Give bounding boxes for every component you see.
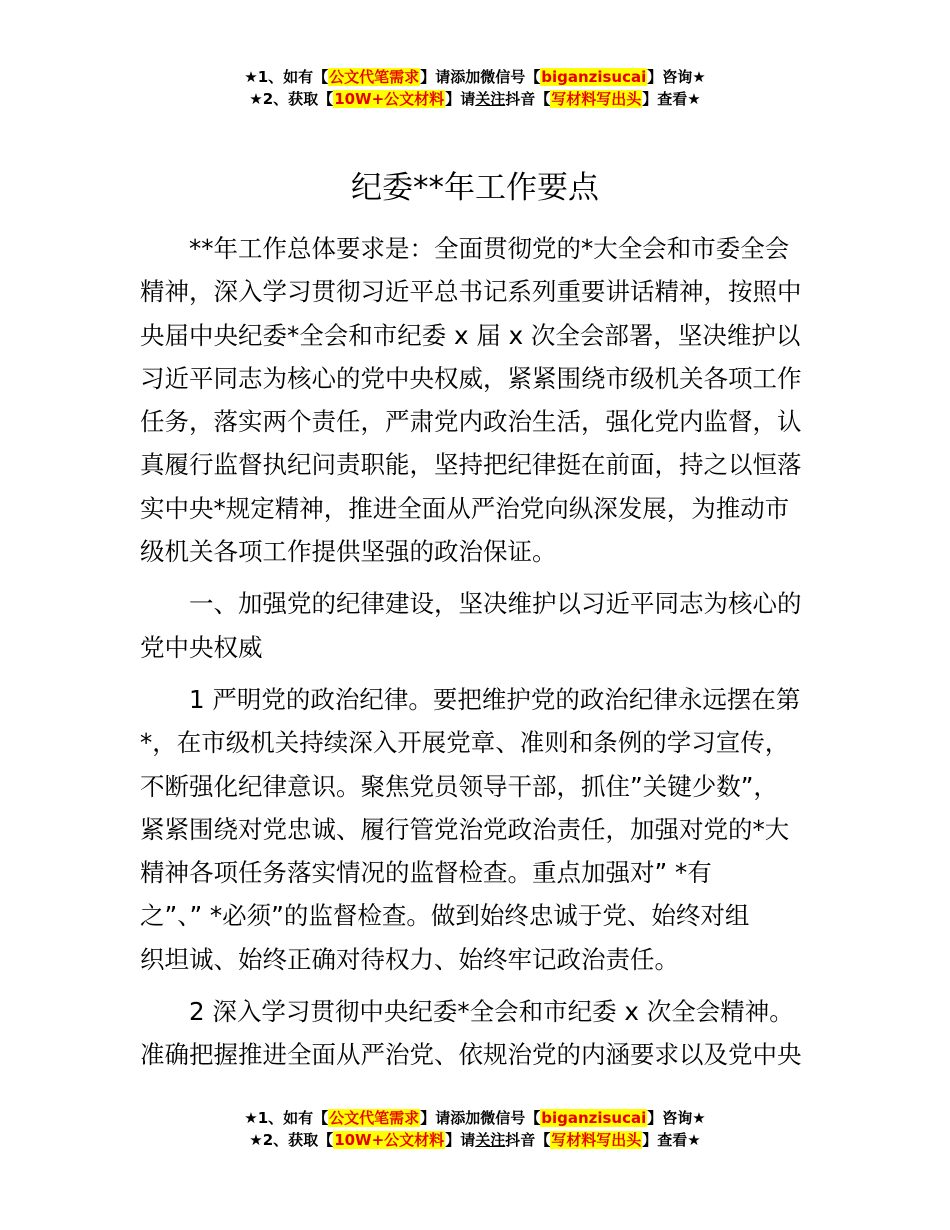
banner-highlight: 10W+公文材料 xyxy=(334,1131,445,1149)
paragraph-line: 央届中央纪委*全会和市纪委 x 届 x 次全会部署，坚决维护以 xyxy=(140,320,801,350)
paragraph-line: 实中央*规定精神，推进全面从严治党向纵深发展，为推动市 xyxy=(140,493,790,523)
banner-line-1 xyxy=(0,1107,950,1129)
paragraph-line: 2 深入学习贯彻中央纪委*全会和市纪委 x 次全会精神。 xyxy=(189,997,794,1027)
banner-text: 】查看★ xyxy=(642,90,701,108)
paragraph-line: 1 严明党的政治纪律。要把维护党的政治纪律永远摆在第 xyxy=(189,684,801,714)
paragraph-line: 织坦诚、始终正确对待权力、始终牢记政治责任。 xyxy=(140,944,679,974)
paragraph-line: 准确把握推进全面从严治党、依规治党的内涵要求以及党中央 xyxy=(140,1040,802,1070)
banner-underlined-text: 关注 xyxy=(475,1131,506,1149)
paragraph-line: 精神，深入学习贯彻习近平总书记系列重要讲话精神，按照中 xyxy=(140,277,802,307)
paragraph-line: 之”、” *必须”的监督检查。做到始终忠诚于党、始终对组 xyxy=(140,901,750,931)
banner-line-2 xyxy=(0,1129,950,1151)
paragraph-line: 习近平同志为核心的党中央权威，紧紧围绕市级机关各项工作 xyxy=(140,363,802,393)
paragraph-line: 精神各项任务落实情况的监督检查。重点加强对” *有 xyxy=(140,858,712,888)
paragraph-line: 紧紧围绕对党忠诚、履行管党治党政治责任，加强对党的*大 xyxy=(140,814,790,844)
banner-text: 】请添加微信号【 xyxy=(420,68,541,86)
banner-text: 抖音【 xyxy=(505,1131,551,1149)
banner-highlight: biganzisucai xyxy=(541,1109,647,1127)
paragraph-line: **年工作总体要求是：全面贯彻党的*大全会和市委全会 xyxy=(189,234,790,263)
banner-text: 】查看★ xyxy=(642,1131,701,1149)
paragraph-line: 真履行监督执纪问责职能，坚持把纪律挺在前面，持之以恒落 xyxy=(140,450,802,480)
header-banner xyxy=(0,66,950,110)
banner-line-1 xyxy=(0,66,950,88)
banner-text: 】请 xyxy=(445,90,476,108)
banner-text: 】咨询★ xyxy=(647,1109,706,1127)
section-heading-line: 党中央权威 xyxy=(140,632,263,662)
paragraph-line: *，在市级机关持续深入开展党章、准则和条例的学习宣传， xyxy=(140,728,790,758)
banner-line-2 xyxy=(0,88,950,110)
banner-highlight: 公文代笔需求 xyxy=(329,1109,420,1127)
banner-text: ★1、如有【 xyxy=(244,1109,329,1127)
banner-text: 抖音【 xyxy=(505,90,551,108)
banner-text: ★2、获取【 xyxy=(249,1131,334,1149)
footer-banner xyxy=(0,1107,950,1151)
banner-highlight: 写材料写出头 xyxy=(551,90,642,108)
banner-highlight: 10W+公文材料 xyxy=(334,90,445,108)
banner-underlined-text: 关注 xyxy=(475,90,506,108)
banner-text: 】咨询★ xyxy=(647,68,706,86)
document-title: 纪委**年工作要点 xyxy=(351,170,599,206)
paragraph-line: 级机关各项工作提供坚强的政治保证。 xyxy=(140,537,557,567)
banner-text: 】请 xyxy=(445,1131,476,1149)
banner-text: ★2、获取【 xyxy=(249,90,334,108)
banner-highlight: 公文代笔需求 xyxy=(329,68,420,86)
banner-text: 】请添加微信号【 xyxy=(420,1109,541,1127)
banner-text: ★1、如有【 xyxy=(244,68,329,86)
paragraph-line: 任务，落实两个责任，严肃党内政治生活，强化党内监督，认 xyxy=(140,407,802,437)
banner-highlight: biganzisucai xyxy=(541,68,647,86)
document-body xyxy=(140,227,812,1077)
section-heading-line: 一、加强党的纪律建设，坚决维护以习近平同志为核心的 xyxy=(189,589,802,619)
banner-highlight: 写材料写出头 xyxy=(551,1131,642,1149)
paragraph-line: 不断强化纪律意识。聚焦党员领导干部，抓住”关键少数”， xyxy=(140,771,778,801)
